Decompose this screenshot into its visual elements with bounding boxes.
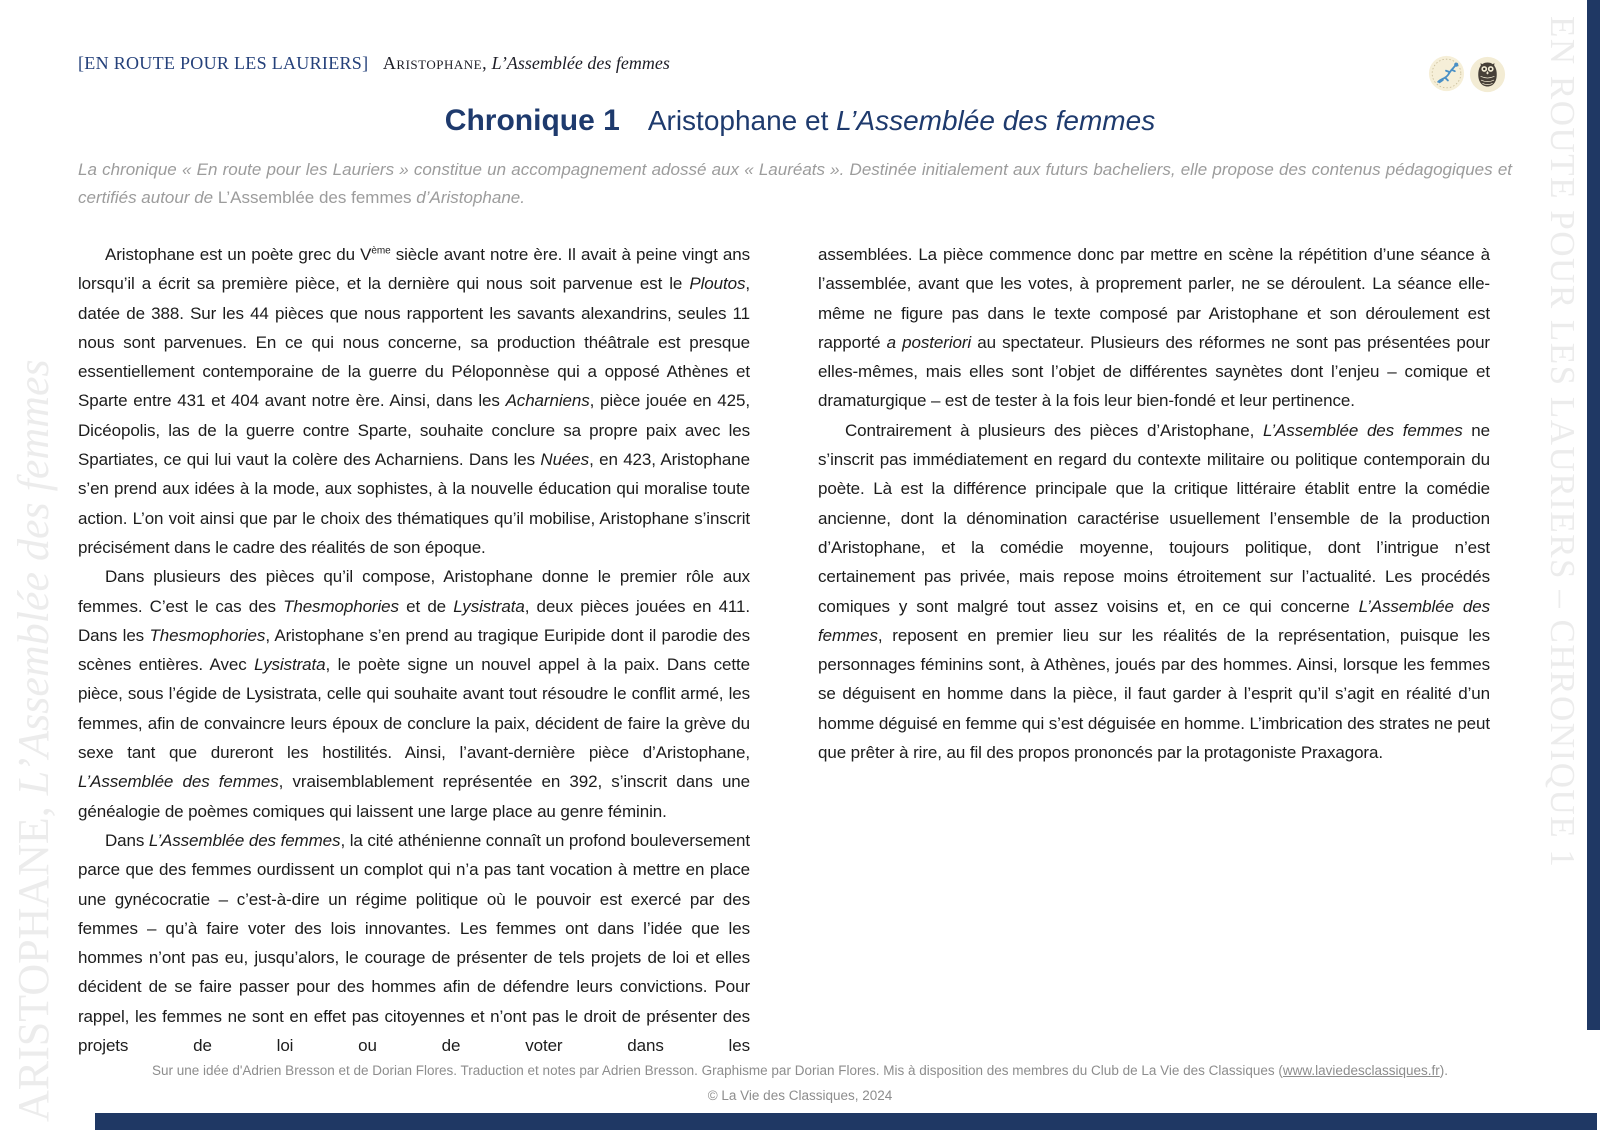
subtitle-plain: Aristophane et	[647, 105, 837, 136]
body-columns	[78, 240, 1490, 1060]
intro-paragraph: La chronique « En route pour les Lauriers » constitue un accompagnement adossé aux « Lauréats ». Destinée initialement aux futurs bacheliers, elle propose des contenus pédagogiques et certifiés autour de L’Assemblée des femmes d’Aristophane.	[78, 160, 1512, 207]
paragraph-1: Aristophane est un poète grec du Vème siècle avant notre ère. Il avait à peine vingt ans lorsqu’il a écrit sa première pièce, et la dernière qui nous soit parvenue est le Ploutos, datée de 388. Sur les 44 pièces que nous rapportent les savants alexandrins, seules 11 nous sont parvenues. En ce qui nous concerne, sa production théâtrale est presque essentiellement contemporaine de la guerre du Péloponnèse qui a opposé Athènes et Sparte entre 431 et 404 avant notre ère. Ainsi, dans les Acharniens, pièce jouée en 425, Dicéopolis, las de la guerre contre Sparte, souhaite conclure sa propre paix avec les Spartiates, ce qui lui vaut la colère des Acharniens. Dans les Nuées, en 423, Aristophane s’en prend aux idées à la mode, aux sophistes, à la nouvelle éducation qui moralise toute action. L’on voit ainsi que par le choix des thématiques qu’il mobilise, Aristophane s’inscrit précisément dans le cadre des réalités de son époque.	[78, 245, 750, 557]
document-header	[78, 53, 670, 74]
left-margin-title: ARISTOPHANE, L’Assemblée des femmes	[9, 359, 58, 1122]
paragraph-2: Dans plusieurs des pièces qu’il compose, Aristophane donne le premier rôle aux femmes. C’est le cas des Thesmophories et de Lysistrata, deux pièces jouées en 411. Dans les Thesmophories, Aristophane s’en prend au tragique Euripide dont il parodie des scènes entières. Avec Lysistrata, le poète signe un nouvel appel à la paix. Dans cette pièce, sous l’égide de Lysistrata, celle qui souhaite avant tout résoudre le conflit armé, les femmes, afin de convaincre leurs époux de conclure la paix, décident de faire la grève du sexe tant que dureront les hostilités. Ainsi, l’avant-dernière pièce d’Aristophane, L’Assemblée des femmes, vraisemblablement représentée en 392, s’inscrit dans une généalogie de poèmes comiques qui laissent une large place au genre féminin.	[78, 567, 751, 821]
right-column	[818, 240, 1490, 1060]
left-column	[78, 240, 750, 1060]
salamander-logo-icon	[1428, 55, 1465, 92]
subtitle-work-title: L’Assemblée des femmes	[836, 105, 1156, 136]
credits-text-end: ).	[1439, 1063, 1448, 1078]
title-subtitle	[648, 105, 1155, 136]
copyright-line: © La Vie des Classiques, 2024	[707, 1088, 893, 1103]
credits-line	[0, 1063, 1600, 1078]
header-work-title: L’Assemblée des femmes	[491, 53, 670, 73]
website-link[interactable]: www.laviedesclassiques.fr	[1282, 1063, 1440, 1078]
credits-text: Sur une idée d'Adrien Bresson et de Dorian Flores. Traduction et notes par Adrien Bresson. Graphisme par Dorian Flores. Mis à disposition des membres du Club de La Vie des Classiques (	[152, 1063, 1283, 1078]
bottom-accent-bar	[95, 1113, 1597, 1130]
paragraph-4: assemblées. La pièce commence donc par mettre en scène la répétition d’une séance à l’assemblée, avant que les votes, à proprement parler, ne se déroulent. La séance elle-même ne figure pas dans le texte composé par Aristophane et son déroulement est rapporté a posteriori au spectateur. Plusieurs des réformes ne sont pas présentées pour elles-mêmes, mais elles sont l’objet de différentes saynètes dont l’enjeu – comique et dramaturgique – est de tester à la fois leur bien-fondé et leur pertinence.	[818, 245, 1490, 411]
page-title	[0, 101, 1600, 138]
right-margin-title: EN ROUTE POUR LES LAURIERS – CHRONIQUE 1	[1543, 16, 1582, 869]
series-label: [EN ROUTE POUR LES LAURIERS]	[78, 53, 369, 73]
right-accent-bar	[1587, 0, 1600, 1030]
owl-logo-icon	[1469, 56, 1506, 93]
header-author: Aristophane,	[382, 53, 488, 73]
chronique-label: Chronique 1	[444, 104, 620, 137]
paragraph-3: Dans L’Assemblée des femmes, la cité athénienne connaît un profond bouleversement parce que des femmes ourdissent un complot qui n’a pas tant vocation à mettre en place une gynécocratie – c’est-à-dire un régime politique où le pouvoir est exercé par des femmes – qu’à faire voter des lois innovantes. Les femmes ont dans l’idée que les hommes n’ont pas eu, jusqu’alors, le courage de présenter de tels projets de loi et elles décident de se faire passer pour des hommes afin de défendre leurs convictions. Pour rappel, les femmes ne sont en effet pas citoyennes et n’ont pas le droit de présenter des projets de loi ou de voter dans les	[78, 830, 750, 1056]
paragraph-5: Contrairement à plusieurs des pièces d’Aristophane, L’Assemblée des femmes ne s’inscrit pas immédiatement en regard du contexte militaire ou politique contemporain du poète. Là est la différence principale que la critique littéraire établit entre la comédie ancienne, dont la dénomination caractérise usuellement l’ensemble de la production d’Aristophane, et la comédie moyenne, toujours politique, dont l’intrigue n’est certainement pas privée, mais repose moins étroitement sur l’actualité. Les procédés comiques y sont malgré tout assez voisins et, en ce qui concerne L’Assemblée des femmes, reposent en premier lieu sur les réalités de la représentation, puisque les personnages féminins sont, à Athènes, joués par des hommes. Ainsi, lorsque les femmes se déguisent en homme dans la pièce, il faut garder à l’esprit qu’il s’agit en réalité d’un homme déguisé en femme qui s’est déguisée en homme. L’imbrication des strates ne peut que prêter à rire, au fil des propos prononcés par la protagoniste Praxagora.	[818, 420, 1491, 763]
